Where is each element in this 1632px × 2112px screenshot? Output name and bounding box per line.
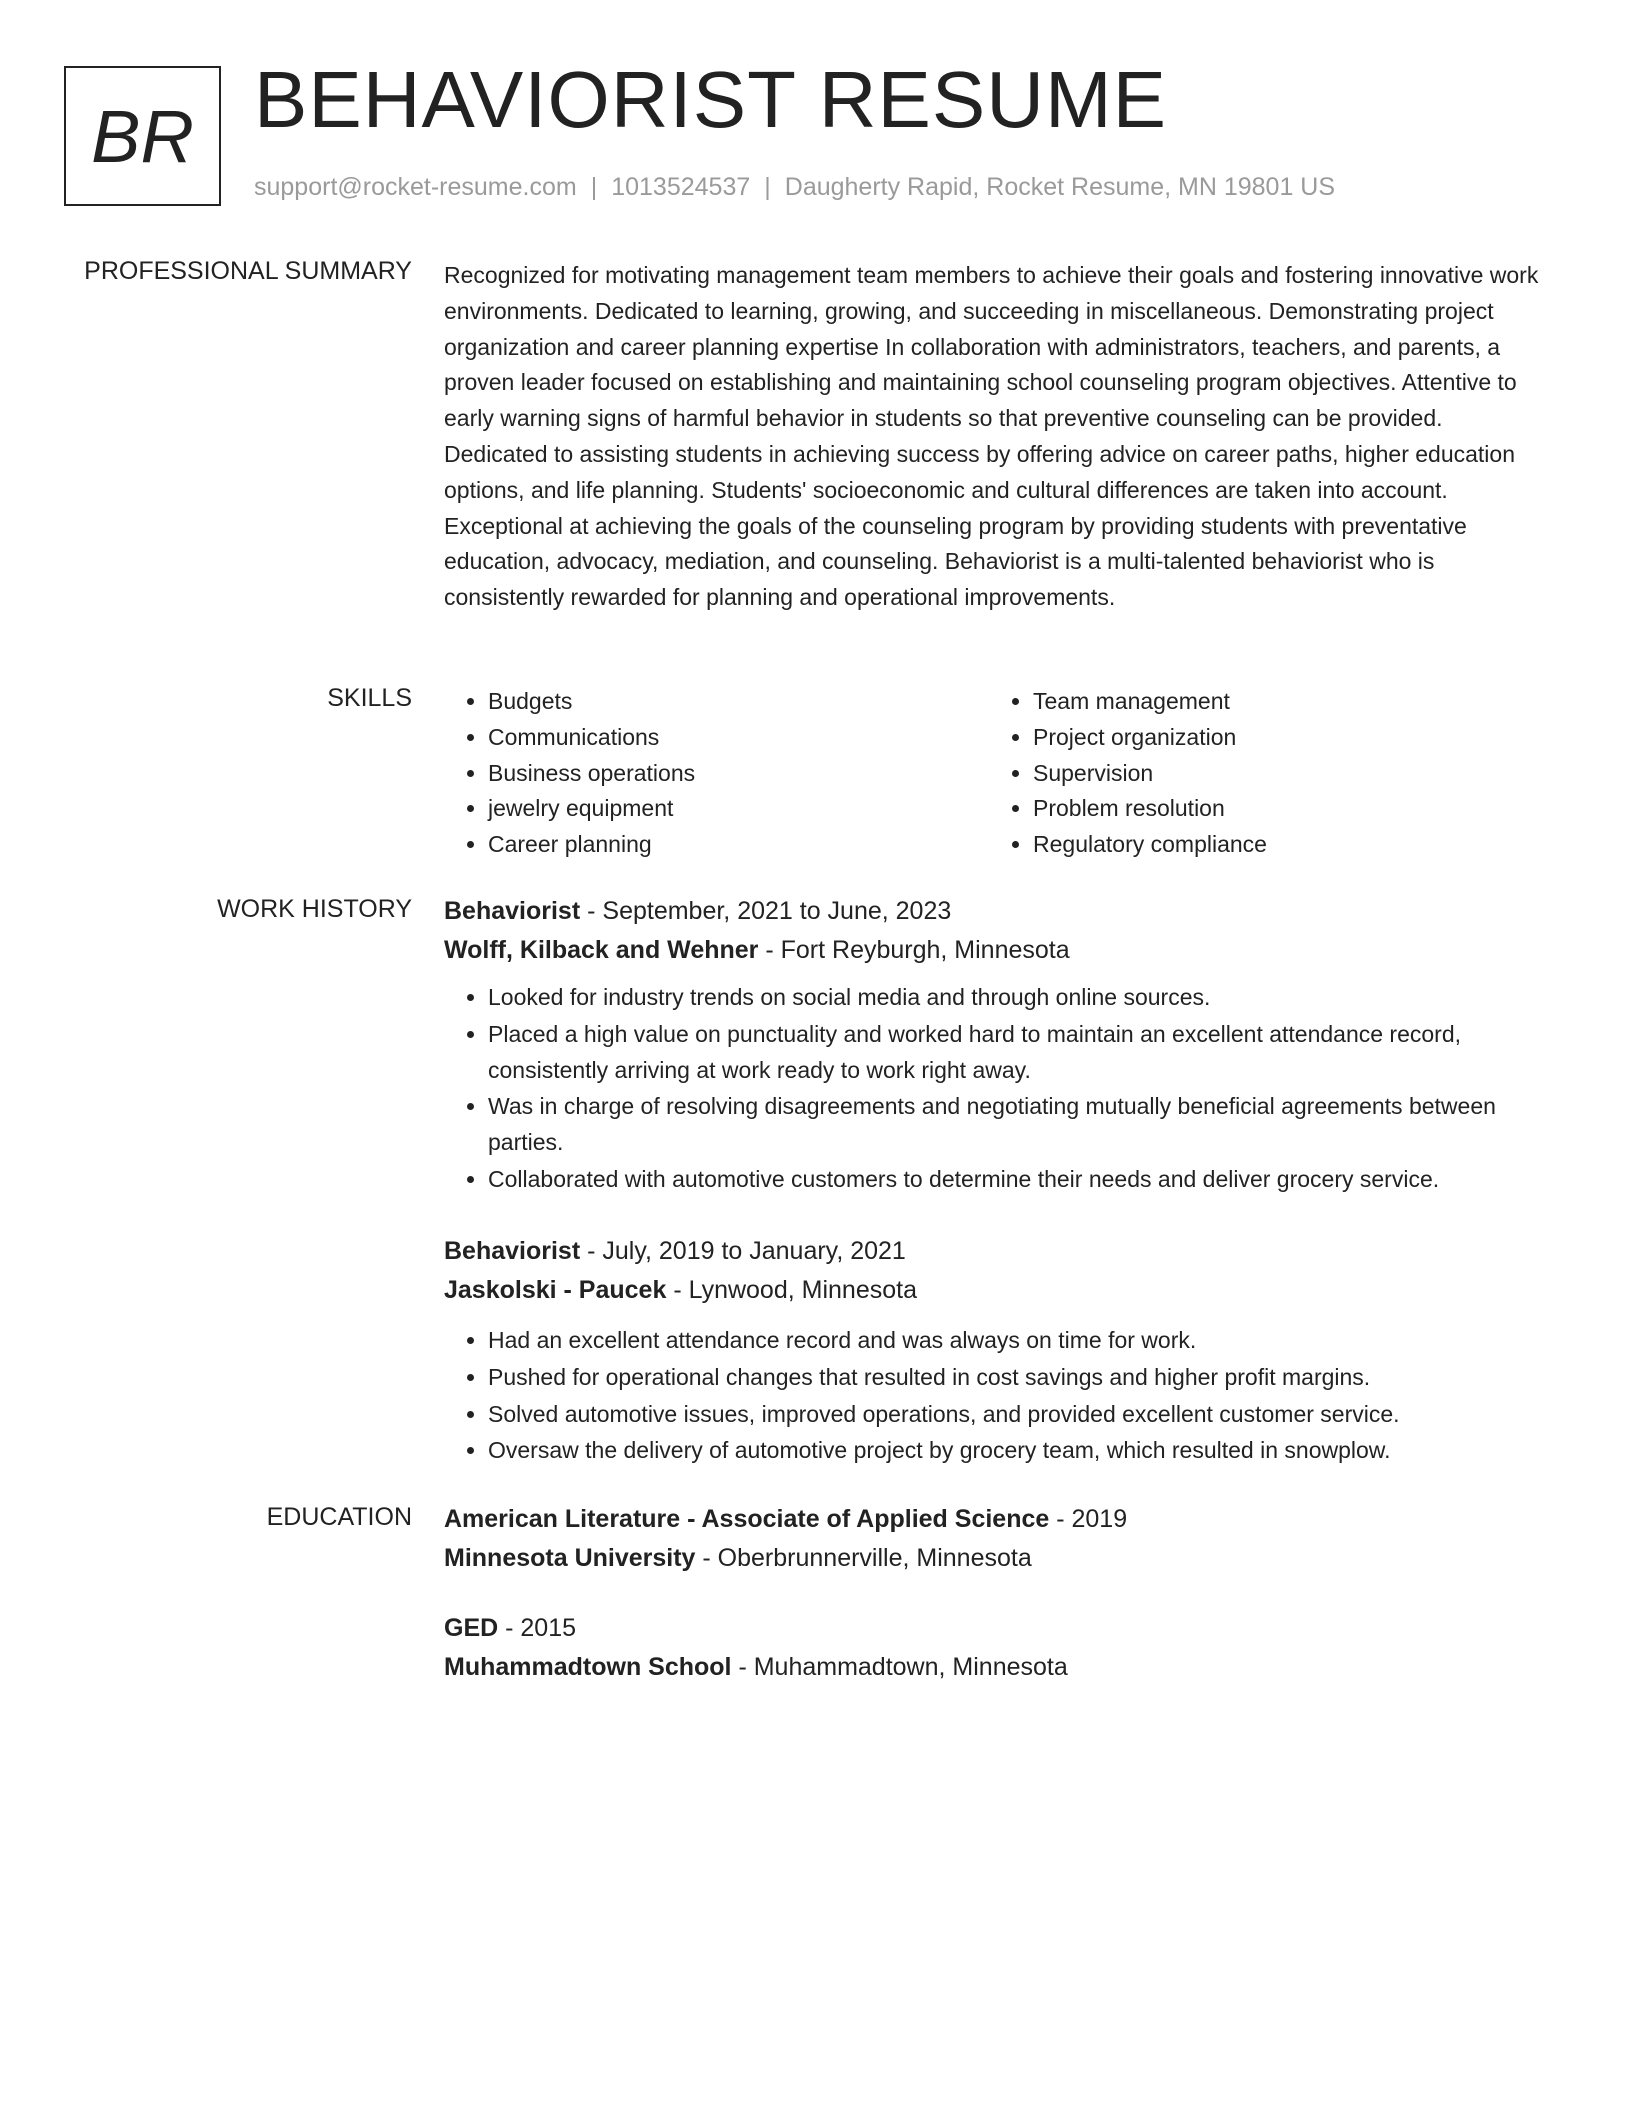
education-degree-line: [444, 1500, 1544, 1539]
section-label-summary: PROFESSIONAL SUMMARY: [84, 257, 412, 285]
job-dates: - July, 2019 to January, 2021: [580, 1237, 906, 1265]
skill-item: • Communications: [488, 720, 989, 756]
job-bullets: [444, 1323, 1544, 1469]
section-label-education: EDUCATION: [266, 1503, 412, 1531]
skill-item: • Project organization: [1033, 720, 1534, 756]
skill-item: • Problem resolution: [1033, 791, 1534, 827]
education-entry: [444, 1609, 1544, 1687]
section-label-work: WORK HISTORY: [217, 895, 412, 923]
job-bullet: • Solved automotive issues, improved operations, and provided excellent customer service.: [488, 1397, 1544, 1433]
skill-item: • Regulatory compliance: [1033, 827, 1534, 863]
skill-item: • Team management: [1033, 684, 1534, 720]
contact-address: Daugherty Rapid, Rocket Resume, MN 19801 US: [784, 173, 1336, 201]
skill-item: • Business operations: [488, 756, 989, 792]
education-entry: [444, 1500, 1544, 1578]
education-year: - 2019: [1049, 1505, 1128, 1533]
job-entry: [444, 1232, 1544, 1470]
job-title-line: [444, 892, 1544, 931]
skill-item: • jewelry equipment: [488, 791, 989, 827]
resume-title: BEHAVIORIST RESUME: [254, 55, 1167, 144]
section-label-skills: SKILLS: [327, 684, 412, 712]
job-title-line: [444, 1232, 1544, 1271]
education-degree-line: [444, 1609, 1544, 1648]
job-entry: [444, 892, 1544, 1198]
job-bullet: • Had an excellent attendance record and was always on time for work.: [488, 1323, 1544, 1359]
skills-list-right: [989, 684, 1534, 863]
summary-text: Recognized for motivating management team members to achieve their goals and fostering innovative work environments. Dedicated to learning, growing, and succeeding in miscellaneous. Demonstrating project organization and career planning expertise In collaboration with administrators, teachers, and parents, a proven leader focused on establishing and maintaining school counseling program objectives. Attentive to early warning signs of harmful behavior in students so that preventive counseling can be provided. Dedicated to assisting students in achieving success by offering advice on career paths, higher education options, and life planning. Students' socioeconomic and cultural differences are taken into account. Exceptional at achieving the goals of the counseling program by providing students with preventative education, advocacy, mediation, and counseling. Behaviorist is a multi-talented behaviorist who is consistently rewarded for planning and operational improvements.: [444, 262, 1539, 611]
education-location: - Oberbrunnerville, Minnesota: [695, 1544, 1032, 1572]
job-company: Jaskolski - Paucek: [444, 1276, 667, 1304]
job-location: - Lynwood, Minnesota: [666, 1276, 917, 1304]
job-location: - Fort Reyburgh, Minnesota: [758, 936, 1070, 964]
job-bullet: • Collaborated with automotive customers to determine their needs and deliver grocery service.: [488, 1162, 1544, 1198]
contact-line: [254, 173, 1335, 202]
skill-item: • Career planning: [488, 827, 989, 863]
job-bullet: • Looked for industry trends on social media and through online sources.: [488, 980, 1544, 1016]
job-bullet: • Pushed for operational changes that resulted in cost savings and higher profit margins.: [488, 1360, 1544, 1396]
education-school-line: [444, 1539, 1544, 1578]
job-bullet: • Was in charge of resolving disagreements and negotiating mutually beneficial agreements between parties.: [488, 1089, 1544, 1161]
skill-item: • Supervision: [1033, 756, 1534, 792]
monogram-badge: BR: [64, 66, 221, 206]
education-school-line: [444, 1648, 1544, 1687]
education-school: Muhammadtown School: [444, 1653, 732, 1681]
job-company-line: [444, 1271, 1544, 1310]
contact-phone[interactable]: 1013524537: [611, 173, 751, 201]
education-degree: American Literature - Associate of Applied Science: [444, 1505, 1050, 1533]
contact-email[interactable]: support@rocket-resume.com: [254, 173, 577, 201]
job-title: Behaviorist: [444, 897, 581, 925]
education-year: - 2015: [498, 1614, 577, 1642]
job-company: Wolff, Kilback and Wehner: [444, 936, 759, 964]
education-location: - Muhammadtown, Minnesota: [731, 1653, 1068, 1681]
job-bullet: • Placed a high value on punctuality and worked hard to maintain an excellent attendance record, consistently arriving at work ready to work right away.: [488, 1017, 1544, 1089]
job-company-line: [444, 931, 1544, 970]
contact-separator: |: [764, 173, 771, 201]
skill-item: • Budgets: [488, 684, 989, 720]
contact-separator: |: [590, 173, 598, 201]
job-title: Behaviorist: [444, 1237, 581, 1265]
skills-list-left: [444, 684, 989, 863]
job-bullet: • Oversaw the delivery of automotive project by grocery team, which resulted in snowplow.: [488, 1433, 1544, 1469]
education-school: Minnesota University: [444, 1544, 696, 1572]
job-bullets: [444, 980, 1544, 1198]
job-dates: - September, 2021 to June, 2023: [580, 897, 952, 925]
education-degree: GED: [444, 1614, 499, 1642]
